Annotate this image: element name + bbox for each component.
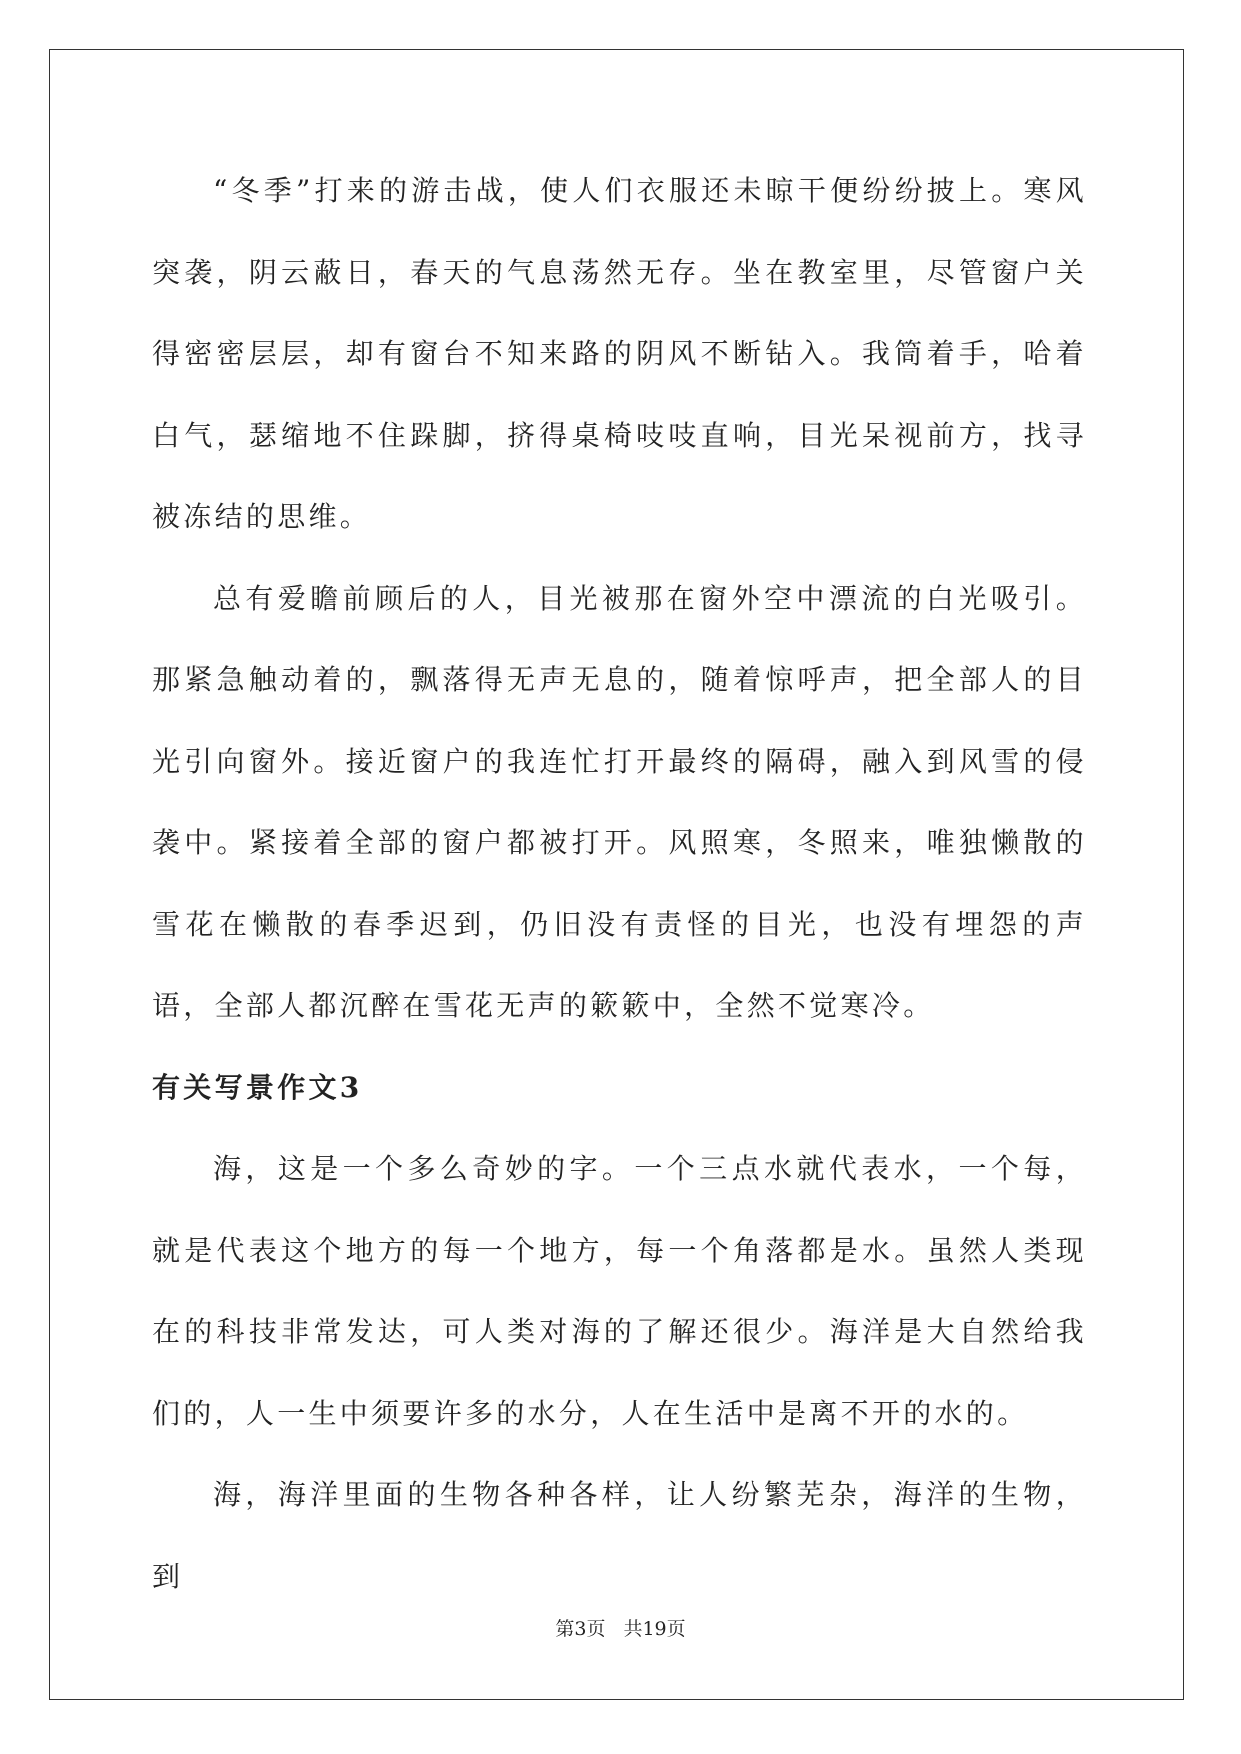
paragraph-3: 海，这是一个多么奇妙的字。一个三点水就代表水，一个每，就是代表这个地方的每一个地方，每一个角落都是水。虽然人类现在的科技非常发达，可人类对海的了解还很少。海洋是大自然给我们的，人一生中须要许多的水分，人在生活中是离不开的水的。 (152, 1152, 1087, 1430)
page-total: 共19页 (623, 1618, 686, 1640)
page-footer (0, 1614, 1241, 1641)
paragraph-1: “冬季”打来的游击战，使人们衣服还未晾干便纷纷披上。寒风突袭，阴云蔽日，春天的气息荡然无存。坐在教室里，尽管窗户关得密密层层，却有窗台不知来路的阴风不断钻入。我筒着手，哈着白气，瑟缩地不住跺脚，挤得桌椅吱吱直响，目光呆视前方，找寻被冻结的思维。 (152, 174, 1087, 533)
page-number: 第3页 (555, 1618, 606, 1640)
paragraph-4: 海，海洋里面的生物各种各样，让人纷繁芜杂，海洋的生物，到 (152, 1478, 1087, 1593)
paragraph-2: 总有爱瞻前顾后的人，目光被那在窗外空中漂流的白光吸引。那紧急触动着的，飘落得无声无息的，随着惊呼声，把全部人的目光引向窗外。接近窗户的我连忙打开最终的隔碍，融入到风雪的侵袭中。紧接着全部的窗户都被打开。风照寒，冬照来，唯独懒散的雪花在懒散的春季迟到，仍旧没有责怪的目光，也没有埋怨的声语，全部人都沉醉在雪花无声的簌簌中，全然不觉寒冷。 (152, 581, 1087, 1022)
section-heading: 有关写景作文3 (152, 1070, 363, 1104)
document-body (152, 150, 1087, 1617)
